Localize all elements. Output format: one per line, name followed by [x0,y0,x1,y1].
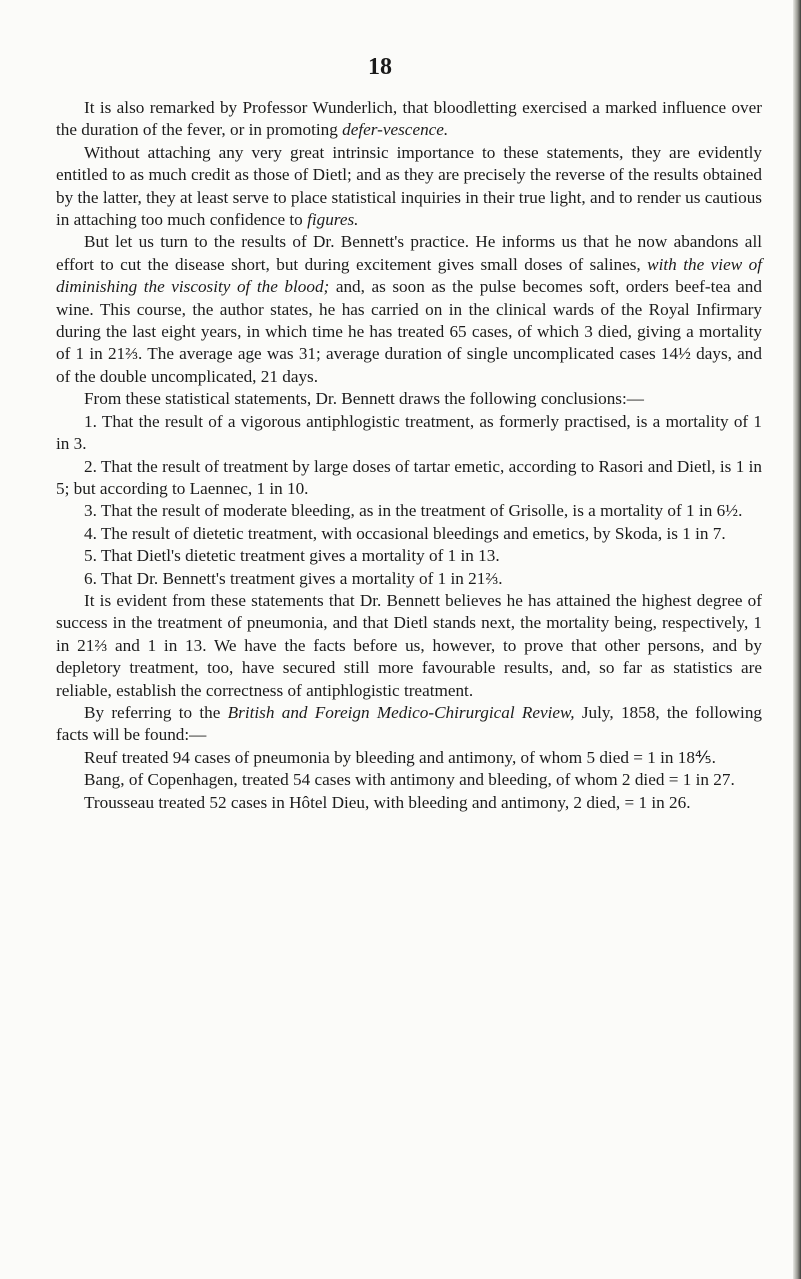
text-run: By referring to the [84,702,228,722]
paragraph-p11 [56,590,762,702]
page-number: 18 [368,54,392,80]
paragraph-p12 [56,702,762,747]
text-run: Reuf treated 94 cases of pneumonia by bleeding and antimony, of whom 5 died = 1 in 18⅘. [84,747,716,767]
italic-text: British and Foreign Medico-Chirurgical Review, [227,702,575,722]
paragraph-p4 [56,388,762,410]
text-run: 2. That the result of treatment by large doses of tartar emetic, according to Rasori and Dietl, is 1 in 5; but according to Laennec, 1 in 10. [56,456,762,498]
text-run: Trousseau treated 52 cases in Hôtel Dieu, with bleeding and antimony, 2 died, = 1 in 26. [84,792,691,812]
paragraph-p13 [56,747,762,769]
paragraph-p5 [56,411,762,456]
text-run: It is evident from these statements that Dr. Bennett believes he has attained the highest degree of success in the treatment of pneumonia, and that Dietl stands next, the mortality being, respectively, 1 in 21⅔ and 1 in 13. We have the facts before us, however, to prove that other persons, and by depletory treatment, too, have secured still more favourable results, and, so far as statistics are reliable, establish the correctness of antiphlogistic treatment. [56,590,762,700]
paragraph-p7 [56,500,762,522]
text-run: 5. That Dietl's dietetic treatment gives a mortality of 1 in 13. [84,546,500,566]
paragraph-p10 [56,568,762,590]
paragraph-p14 [56,769,762,791]
text-run: 4. The result of dietetic treatment, with occasional bleedings and emetics, by Skoda, is 1 in 7. [84,523,726,543]
text-run: 1. That the result of a vigorous antiphlogistic treatment, as formerly practised, is a mortality of 1 in 3. [56,411,762,454]
paragraph-p6 [56,456,762,501]
italic-text: figures. [307,210,359,230]
text-run: Without attaching any very great intrinsic importance to these statements, they are evidently entitled to as much credit as those of Dietl; and as they are precisely the reverse of the results obtained by the latter, they at least serve to place statistical inquiries in their true light, and to render us cautious in attaching too much confidence to [56,142,762,230]
paragraph-p2 [56,142,762,232]
body-text [56,97,762,814]
text-run: 6. That Dr. Bennett's treatment gives a mortality of 1 in 21⅔. [84,568,503,588]
text-run: From these statistical statements, Dr. Bennett draws the following conclusions:— [84,389,644,409]
text-run: It is also remarked by Professor Wunderlich, that bloodletting exercised a marked influence over the duration of the fever, or in promoting [56,98,762,140]
paragraph-p15 [56,792,762,814]
italic-text: defer-vescence. [342,120,449,140]
text-run: But let us turn to the results of Dr. Bennett's practice. He informs us that he now abandons all effort to cut the disease short, but during excitement gives small doses of salines, [56,232,762,274]
text-run: and, as soon as the pulse becomes soft, orders beef-tea and wine. This course, the author states, he has carried on in the clinical wards of the Royal Infirmary during the last eight years, in which time he has treated 65 cases, of which 3 died, giving a mortality of 1 in 21⅔. The average age was 31; average duration of single uncomplicated cases 14½ days, and of the double uncomplicated, 21 days. [56,277,762,386]
paragraph-p9 [56,545,762,567]
text-run: Bang, of Copenhagen, treated 54 cases with antimony and bleeding, of whom 2 died = 1 in 27. [84,770,735,790]
italic-text: with the view of diminishing the viscosity of the blood; [56,254,762,297]
paragraph-p3 [56,231,762,388]
text-run: 3. That the result of moderate bleeding, as in the treatment of Grisolle, is a mortality of 1 in 6½. [84,501,743,521]
text-run: July, 1858, the following facts will be found:— [56,702,763,745]
paragraph-p8 [56,523,762,545]
page-edge-shadow [793,0,801,1279]
paragraph-p1 [56,97,762,142]
